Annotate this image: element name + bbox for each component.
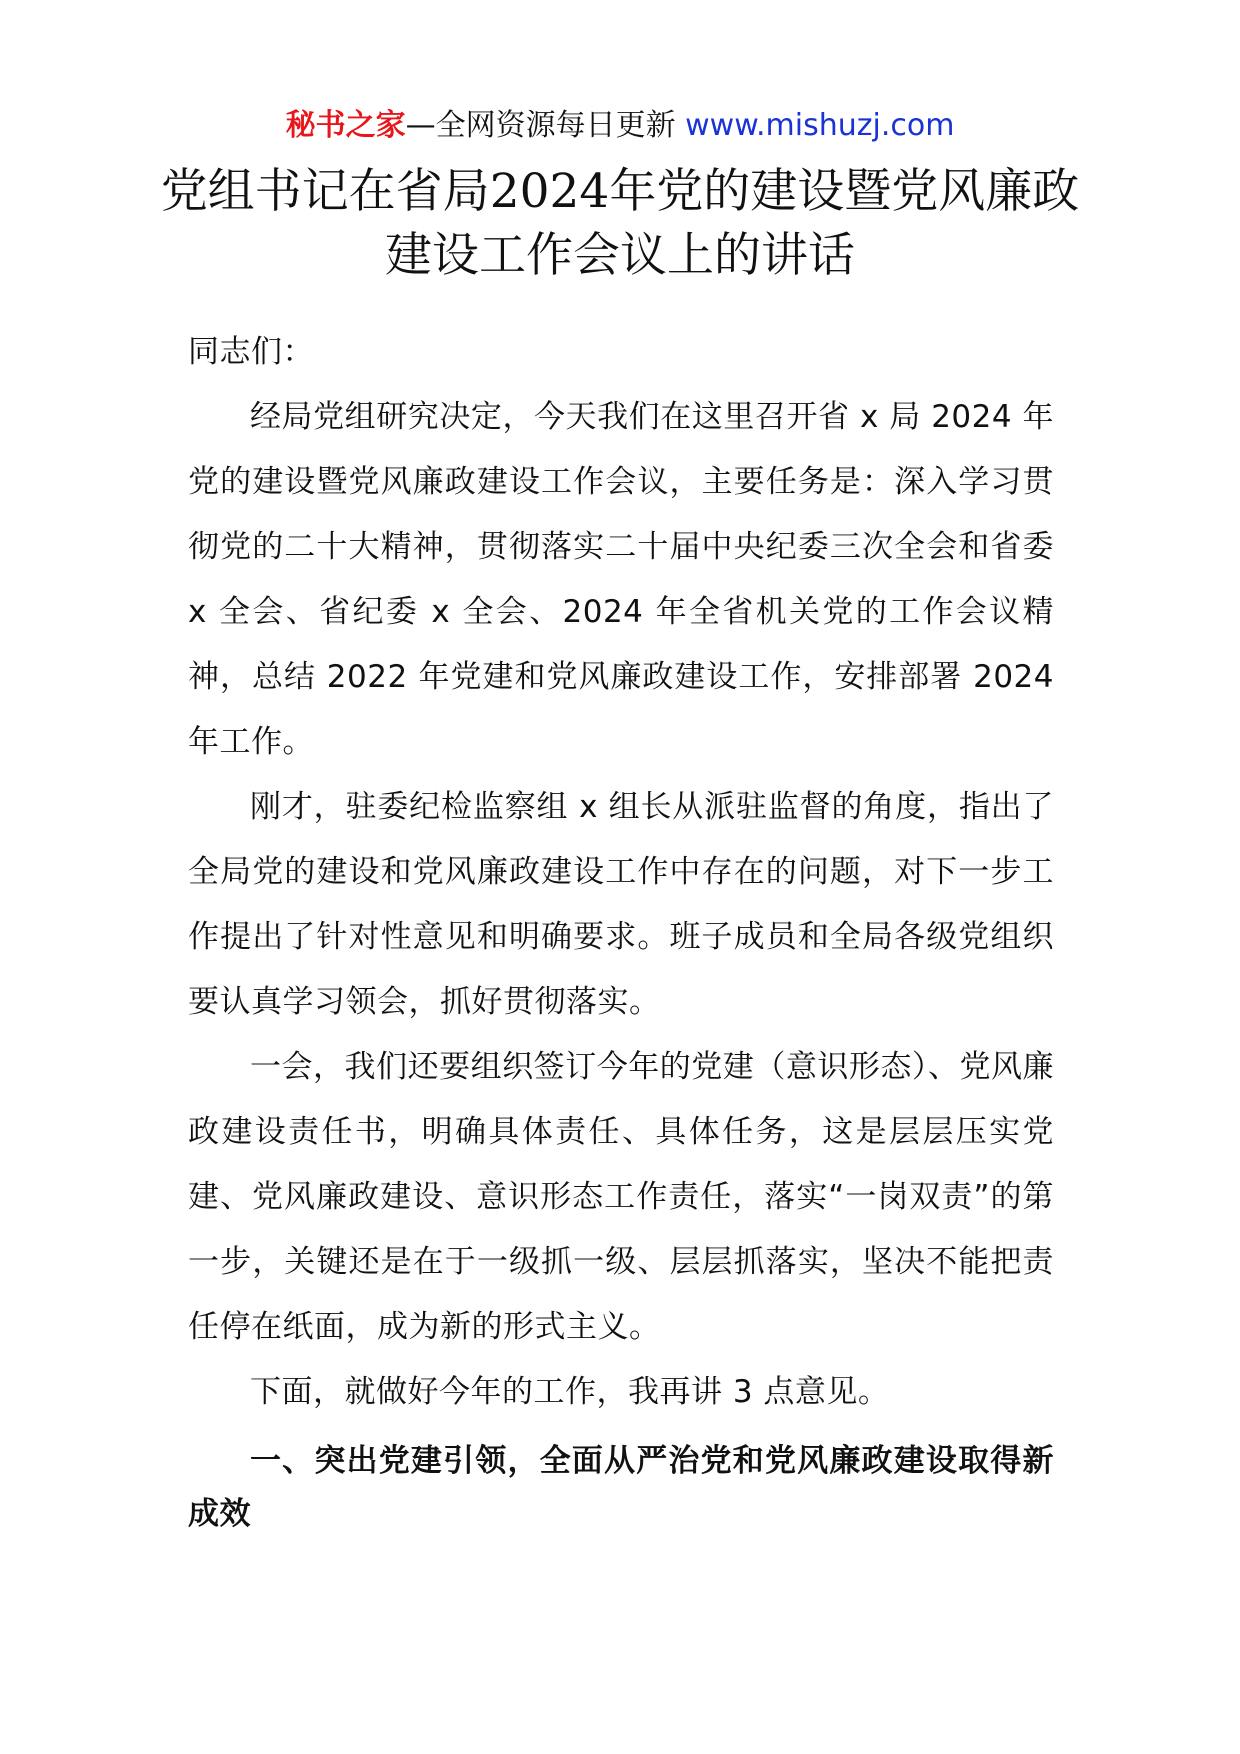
paragraph-4: 下面，就做好今年的工作，我再讲 3 点意见。 — [250, 1374, 890, 1410]
title-part-1: 党组书记在省局 — [160, 164, 490, 219]
brand-slogan: —全网资源每日更新 — [405, 108, 676, 143]
document-body — [188, 320, 1054, 1541]
paragraph-1: 经局党组研究决定，今天我们在这里召开省 x 局 2024 年党的建设暨党风廉政建设工作会议，主要任务是：深入学习贯彻党的二十大精神，贯彻落实二十届中央纪委三次全会和省委 x 全会、省纪委 x 全会、2024 年全省机关党的工作会议精神，总结 2022 年党建和党风廉政建设工作，安排部署 2024 年工作。 — [188, 399, 1054, 760]
brand-name: 秘书之家 — [285, 108, 406, 143]
paragraph-2: 刚才，驻委纪检监察组 x 组长从派驻监督的角度，指出了全局党的建设和党风廉政建设工作中存在的问题，对下一步工作提出了针对性意见和明确要求。班子成员和全局各级党组织要认真学习领会，抓好贯彻落实。 — [188, 789, 1054, 1020]
title-part-2: 年党的建设暨党风廉政建设工作会议上的讲话 — [385, 164, 1080, 283]
title-year: 2024 — [489, 164, 610, 219]
site-url-link[interactable]: www.mishuzj.com — [685, 108, 955, 143]
greeting: 同志们： — [188, 334, 314, 370]
document-title — [150, 160, 1090, 288]
watermark-header — [0, 104, 1240, 148]
section-heading-1: 一、突出党建引领，全面从严治党和党风廉政建设取得新成效 — [188, 1443, 1054, 1532]
paragraph-3: 一会，我们还要组织签订今年的党建（意识形态）、党风廉政建设责任书，明确具体责任、具体任务，这是层层压实党建、党风廉政建设、意识形态工作责任，落实“一岗双责”的第一步，关键还是在于一级抓一级、层层抓落实，坚决不能把责任停在纸面，成为新的形式主义。 — [188, 1049, 1054, 1345]
